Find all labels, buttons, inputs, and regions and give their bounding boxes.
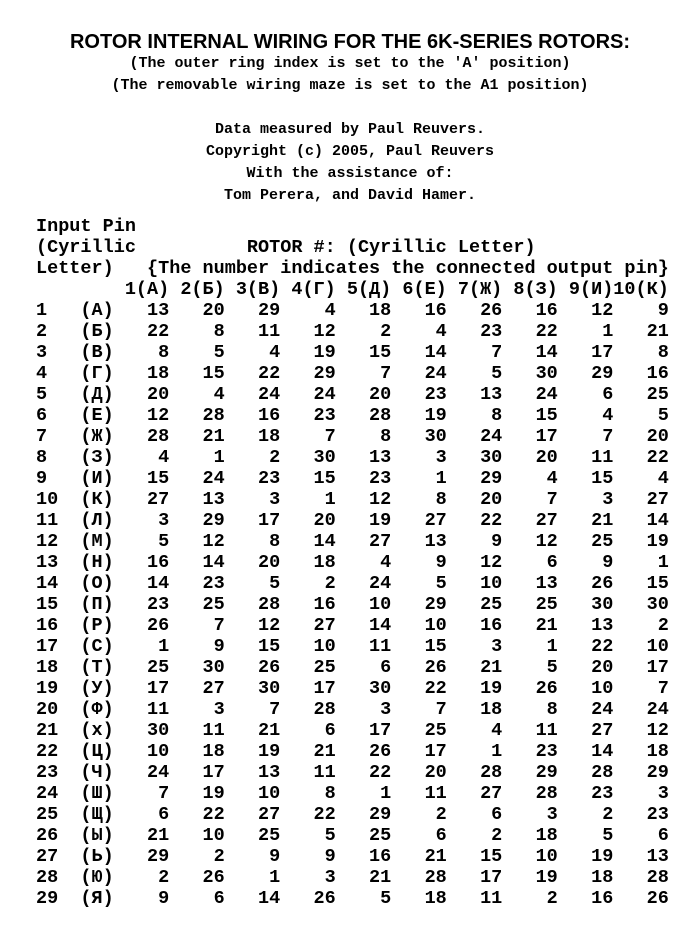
table-row: 1 (А) 13 20 29 4 18 16 26 16 12 9	[36, 300, 669, 321]
table-row: 4 (Г) 18 15 22 29 7 24 5 30 29 16	[36, 363, 669, 384]
credit-line-assistance: With the assistance of:	[246, 165, 454, 182]
table-header-line-3: Letter) {The number indicates the connected output pin}	[36, 258, 669, 279]
table-row: 15 (П) 23 25 28 16 10 29 25 25 30 30	[36, 594, 669, 615]
table-row: 19 (У) 17 27 30 17 30 22 19 26 10 7	[36, 678, 669, 699]
table-row: 14 (О) 14 23 5 2 24 5 10 13 26 15	[36, 573, 669, 594]
credit-line-copyright: Copyright (c) 2005, Paul Reuvers	[205, 143, 495, 160]
table-row: 22 (Ц) 10 18 19 21 26 17 1 23 14 18	[36, 741, 669, 762]
subtitle-line-1: (The outer ring index is set to the 'A' position)	[129, 55, 571, 72]
table-row: 26 (Ы) 21 10 25 5 25 6 2 18 5 6	[36, 825, 669, 846]
table-row: 7 (Ж) 28 21 18 7 8 30 24 17 7 20	[36, 426, 669, 447]
table-row: 16 (Р) 26 7 12 27 14 10 16 21 13 2	[36, 615, 669, 636]
wiring-table	[0, 216, 700, 909]
credit-line-assistants: Tom Perera, and David Hamer.	[223, 187, 477, 204]
table-row: 18 (Т) 25 30 26 25 6 26 21 5 20 17	[36, 657, 669, 678]
table-row: 8 (З) 4 1 2 30 13 3 30 20 11 22	[36, 447, 669, 468]
table-row: 9 (И) 15 24 23 15 23 1 29 4 15 4	[36, 468, 669, 489]
table-header-line-1: Input Pin	[36, 216, 136, 237]
table-row: 12 (М) 5 12 8 14 27 13 9 12 25 19	[36, 531, 669, 552]
table-row: 29 (Я) 9 6 14 26 5 18 11 2 16 26	[36, 888, 669, 909]
table-row: 28 (Ю) 2 26 1 3 21 28 17 19 18 28	[36, 867, 669, 888]
table-row: 2 (Б) 22 8 11 12 2 4 23 22 1 21	[36, 321, 669, 342]
table-row: 21 (х) 30 11 21 6 17 25 4 11 27 12	[36, 720, 669, 741]
table-row: 23 (Ч) 24 17 13 11 22 20 28 29 28 29	[36, 762, 669, 783]
credits-block	[0, 119, 700, 207]
table-row: 24 (Ш) 7 19 10 8 1 11 27 28 23 3	[36, 783, 669, 804]
page-title: ROTOR INTERNAL WIRING FOR THE 6K-SERIES ROTORS:	[69, 31, 631, 53]
table-row: 10 (К) 27 13 3 1 12 8 20 7 3 27	[36, 489, 669, 510]
table-row: 17 (С) 1 9 15 10 11 15 3 1 22 10	[36, 636, 669, 657]
table-row: 13 (Н) 16 14 20 18 4 9 12 6 9 1	[36, 552, 669, 573]
table-row: 11 (Л) 3 29 17 20 19 27 22 27 21 14	[36, 510, 669, 531]
table-row: 3 (В) 8 5 4 19 15 14 7 14 17 8	[36, 342, 669, 363]
credit-line-measured-by: Data measured by Paul Reuvers.	[214, 121, 486, 138]
table-row: 6 (Е) 12 28 16 23 28 19 8 15 4 5	[36, 405, 669, 426]
table-row: 20 (Ф) 11 3 7 28 3 7 18 8 24 24	[36, 699, 669, 720]
table-row: 5 (Д) 20 4 24 24 20 23 13 24 6 25	[36, 384, 669, 405]
subtitle-line-2: (The removable wiring maze is set to the A1 position)	[111, 77, 589, 94]
table-row: 25 (Щ) 6 22 27 22 29 2 6 3 2 23	[36, 804, 669, 825]
table-header-line-2: (Cyrillic ROTOR #: (Cyrillic Letter)	[36, 237, 536, 258]
column-header-row: 1(А) 2(Б) 3(В) 4(Г) 5(Д) 6(Е) 7(Ж) 8(З) 9(И)10(К)	[36, 279, 669, 300]
table-row: 27 (Ь) 29 2 9 9 16 21 15 10 19 13	[36, 846, 669, 867]
